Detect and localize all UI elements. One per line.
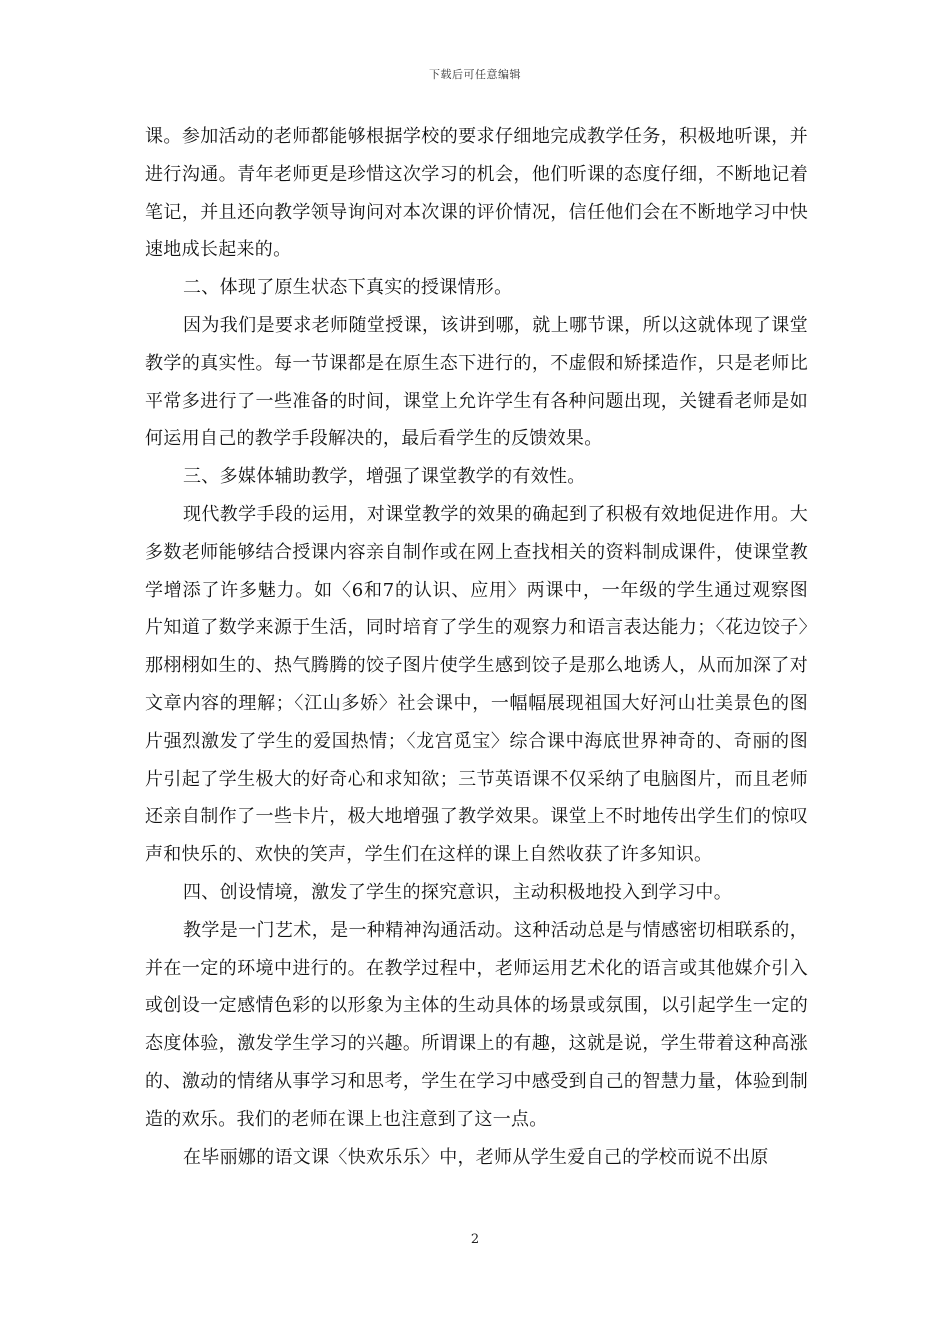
section-heading-4: 四、创设情境，激发了学生的探究意识，主动积极地投入到学习中。 bbox=[183, 881, 732, 903]
paragraph: 因为我们是要求老师随堂授课，该讲到哪，就上哪节课，所以这就体现了课堂教学的真实性。每一节课都是在原生态下进行的，不虚假和矫揉造作，只是老师比平常多进行了一些准备的时间，课堂上允许学生有各种问题出现，关键看老师是如何运用自己的教学手段解决的，最后看学生的反馈效果。 bbox=[145, 314, 808, 450]
section-heading-2: 二、体现了原生状态下真实的授课情形。 bbox=[183, 277, 513, 299]
paragraph-continued: 课。参加活动的老师都能够根据学校的要求仔细地完成教学任务，积极地听课，并进行沟通。青年老师更是珍惜这次学习的机会，他们听课的态度仔细，不断地记着笔记，并且还向教学领导询问对本次课的评价情况，信任他们会在不断地学习中快速地成长起来的。 bbox=[145, 126, 808, 261]
page-header: 下载后可任意编辑 bbox=[429, 68, 521, 81]
paragraph: 教学是一门艺术，是一种精神沟通活动。这种活动总是与情感密切相联系的，并在一定的环境中进行的。在教学过程中，老师运用艺术化的语言或其他媒介引入或创设一定感情色彩的以形象为主体的生动具体的场景或氛围，以引起学生一定的态度体验，激发学生学习的兴趣。所谓课上的有趣，这就是说，学生带着这种高涨的、激动的情绪从事学习和思考，学生在学习中感受到自己的智慧力量，体验到制造的欢乐。我们的老师在课上也注意到了这一点。 bbox=[145, 919, 808, 1130]
paragraph: 现代教学手段的运用，对课堂教学的效果的确起到了积极有效地促进作用。大多数老师能够结合授课内容亲自制作或在网上查找相关的资料制成课件，使课堂教学增添了许多魅力。如〈6和7的认识、应用〉两课中，一年级的学生通过观察图片知道了数学来源于生活，同时培育了学生的观察力和语言表达能力；〈花边饺子〉那栩栩如生的、热气腾腾的饺子图片使学生感到饺子是那么地诱人，从而加深了对文章内容的理解；〈江山多娇〉社会课中，一幅幅展现祖国大好河山壮美景色的图片强烈激发了学生的爱国热情；〈龙宫觅宝〉综合课中海底世界神奇的、奇丽的图片引起了学生极大的好奇心和求知欲；三节英语课不仅采纳了电脑图片，而且老师还亲自制作了一些卡片，极大地增强了教学效果。课堂上不时地传出学生们的惊叹声和快乐的、欢快的笑声，学生们在这样的课上自然收获了许多知识。 bbox=[145, 503, 808, 866]
section-heading-3: 三、多媒体辅助教学，增强了课堂教学的有效性。 bbox=[183, 466, 586, 488]
page-number: 2 bbox=[470, 1232, 480, 1247]
document-body bbox=[145, 118, 808, 1176]
paragraph: 在毕丽娜的语文课〈快欢乐乐〉中，老师从学生爱自己的学校而说不出原 bbox=[183, 1146, 769, 1168]
